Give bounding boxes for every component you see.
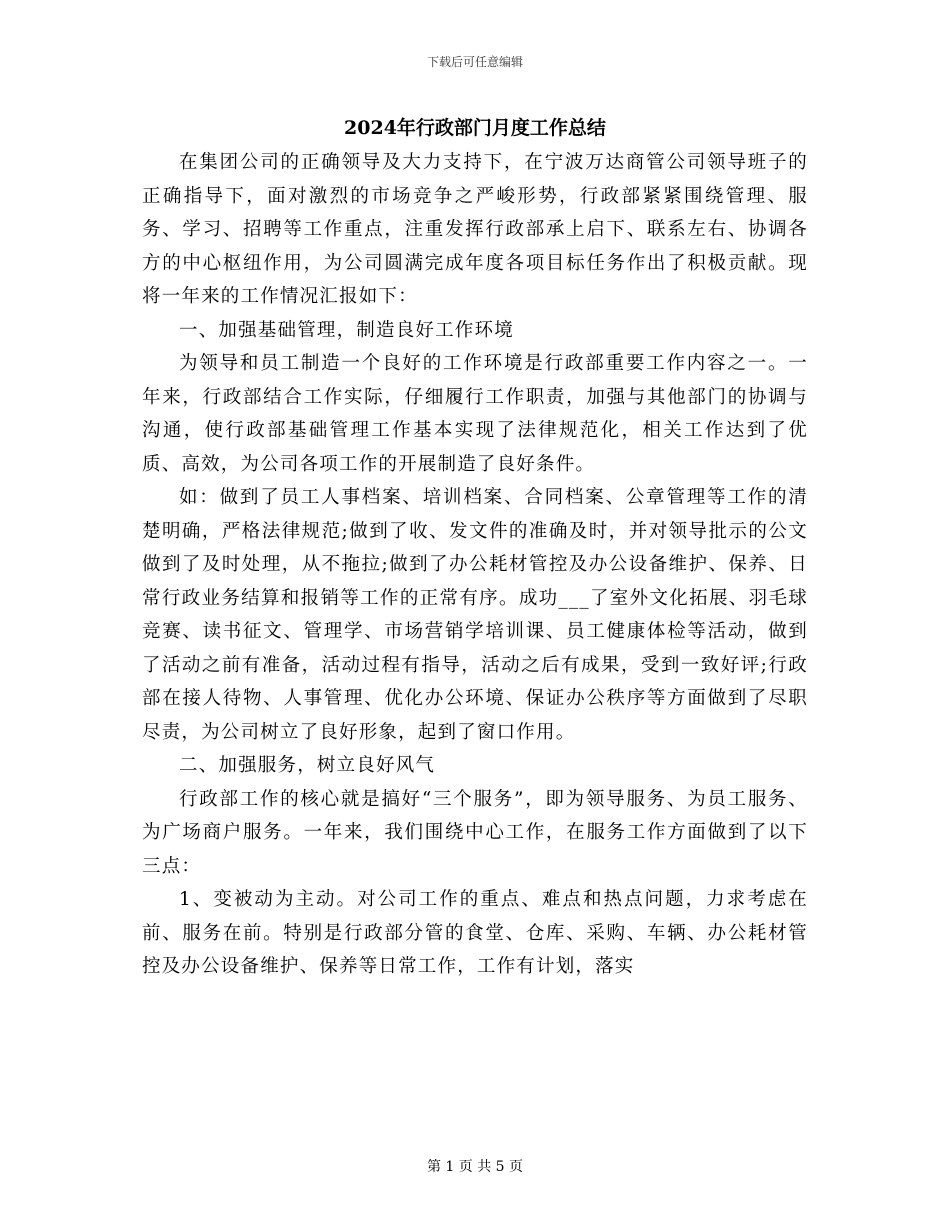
paragraph-section-2: 行政部工作的核心就是搞好“三个服务”，即为领导服务、为员工服务、为广场商户服务。一年来，我们围绕中心工作，在服务工作方面做到了以下三点： xyxy=(142,788,808,877)
section-heading-2: 二、加强服务，树立良好风气 xyxy=(179,755,436,776)
page-number: 第 1 页 共 5 页 xyxy=(426,1159,524,1175)
section-heading-1: 一、加强基础管理，制造良好工作环境 xyxy=(179,319,514,341)
paragraph-item-1: 1、变被动为主动。对公司工作的重点、难点和热点问题，力求考虑在前、服务在前。特别是行政部分管的食堂、仓库、采购、车辆、办公耗材管控及办公设备维护、保养等日常工作，工作有计划，落实 xyxy=(142,889,808,977)
document-body xyxy=(142,146,808,984)
paragraph-section-1-examples: 如：做到了员工人事档案、培训档案、合同档案、公章管理等工作的清楚明确，严格法律规范;做到了收、发文件的准确及时，并对领导批示的公文做到了及时处理，从不拖拉;做到了办公耗材管控及办公设备维护、保养、日常行政业务结算和报销等工作的正常有序。成功___了室外文化拓展、羽毛球竞赛、读书征文、管理学、市场营销学培训课、员工健康体检等活动，做到了活动之前有准备，活动过程有指导，活动之后有成果，受到一致好评;行政部在接人待物、人事管理、优化办公环境、保证办公秩序等方面做到了尽职尽责，为公司树立了良好形象，起到了窗口作用。 xyxy=(142,487,808,743)
paragraph-intro: 在集团公司的正确领导及大力支持下，在宁波万达商管公司领导班子的正确指导下，面对激烈的市场竞争之严峻形势，行政部紧紧围绕管理、服务、学习、招聘等工作重点，注重发挥行政部承上启下、联系左右、协调各方的中心枢纽作用，为公司圆满完成年度各项目标任务作出了积极贡献。现将一年来的工作情况汇报如下： xyxy=(142,152,808,307)
document-title: 2024年行政部门月度工作总结 xyxy=(344,117,606,139)
page-header-note: 下载后可任意编辑 xyxy=(426,55,523,69)
paragraph-section-1: 为领导和员工制造一个良好的工作环境是行政部重要工作内容之一。一年来，行政部结合工作实际，仔细履行工作职责，加强与其他部门的协调与沟通，使行政部基础管理工作基本实现了法律规范化，相关工作达到了优质、高效，为公司各项工作的开展制造了良好条件。 xyxy=(142,353,808,475)
